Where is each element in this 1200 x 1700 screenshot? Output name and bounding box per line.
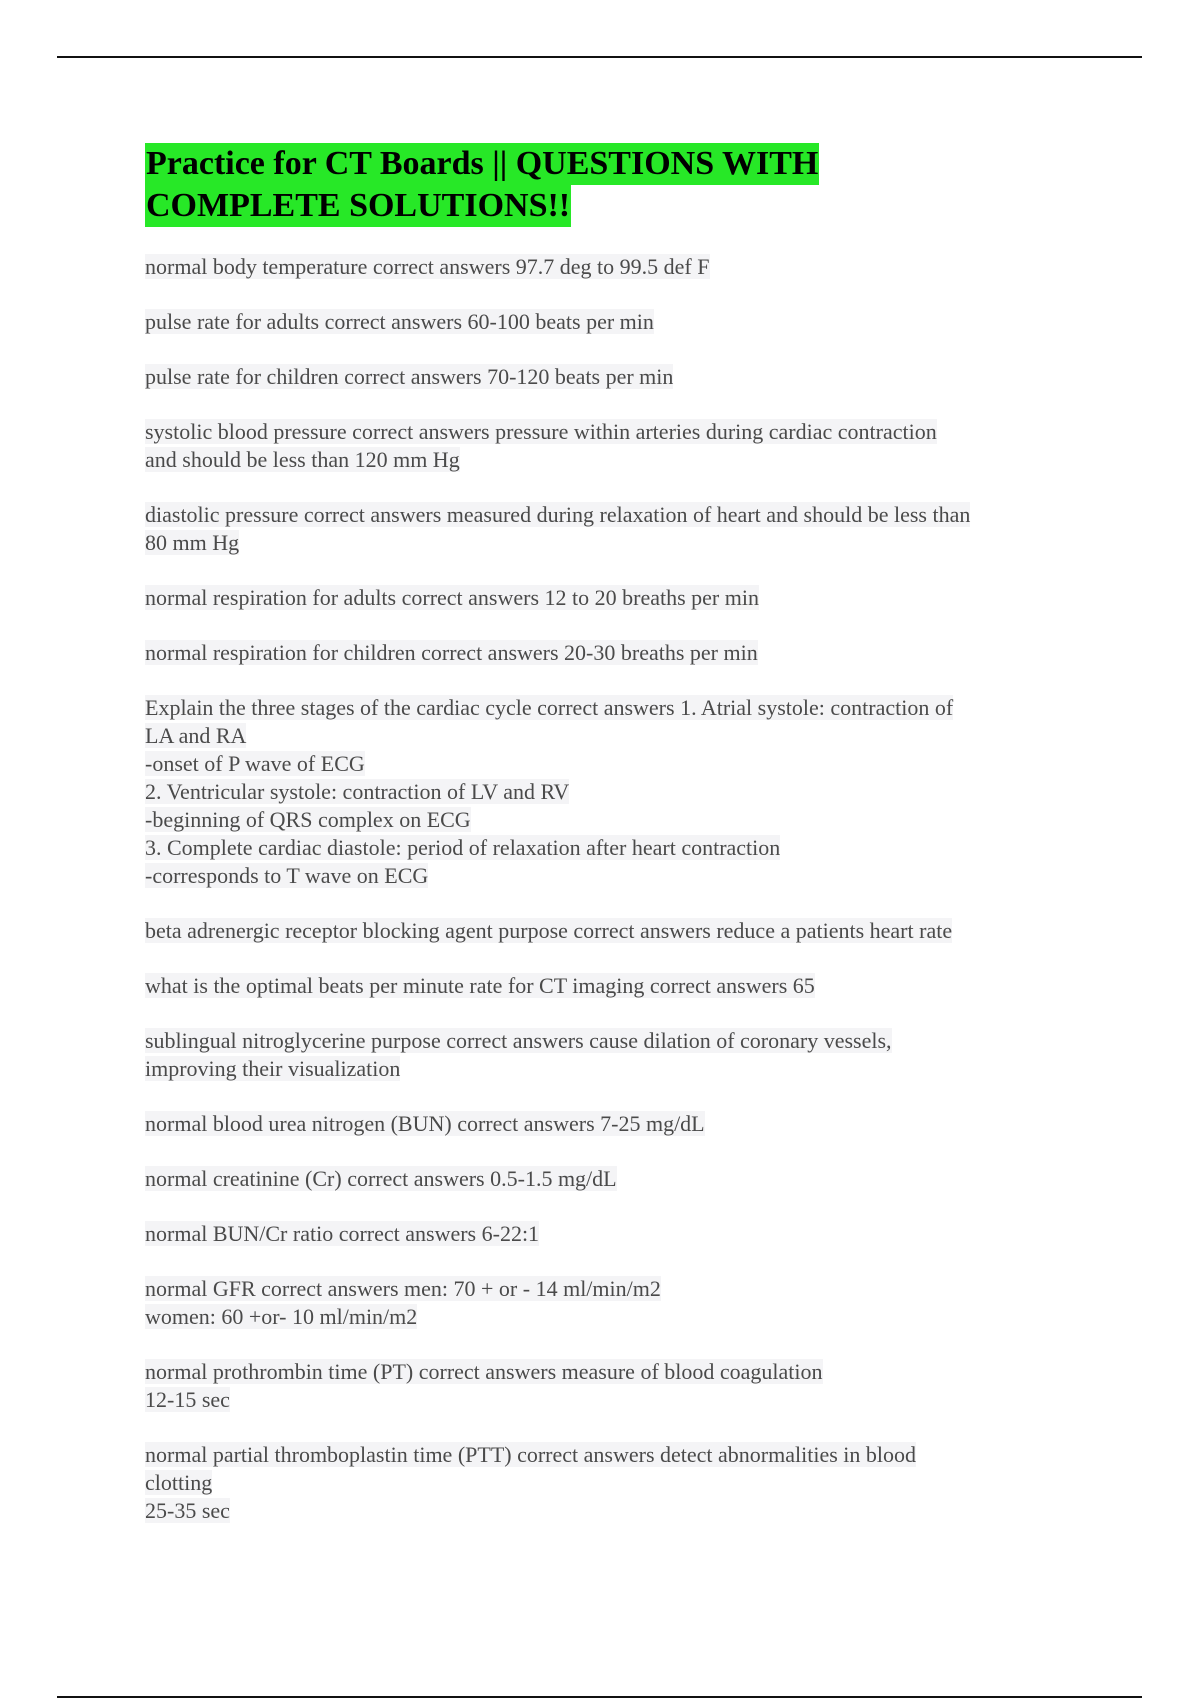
top-rule bbox=[57, 56, 1142, 58]
qa-line: normal BUN/Cr ratio correct answers 6-22:1 bbox=[145, 1221, 540, 1246]
qa-line: normal respiration for adults correct answers 12 to 20 breaths per min bbox=[145, 585, 759, 610]
qa-item bbox=[145, 418, 1075, 474]
qa-line: Explain the three stages of the cardiac cycle correct answers 1. Atrial systole: contraction of bbox=[145, 695, 954, 720]
qa-line: normal partial thromboplastin time (PTT) correct answers detect abnormalities in blood bbox=[145, 1442, 916, 1467]
qa-line: diastolic pressure correct answers measured during relaxation of heart and should be less than bbox=[145, 502, 971, 527]
qa-line: systolic blood pressure correct answers pressure within arteries during cardiac contraction bbox=[145, 419, 937, 444]
qa-line: normal respiration for children correct answers 20-30 breaths per min bbox=[145, 640, 758, 665]
document-body bbox=[145, 143, 1075, 1552]
qa-item bbox=[145, 917, 1075, 945]
qa-line: pulse rate for adults correct answers 60-100 beats per min bbox=[145, 309, 654, 334]
qa-item bbox=[145, 1027, 1075, 1083]
qa-item bbox=[145, 1110, 1075, 1138]
qa-line: normal creatinine (Cr) correct answers 0.5-1.5 mg/dL bbox=[145, 1166, 617, 1191]
qa-item bbox=[145, 639, 1075, 667]
qa-line: 12-15 sec bbox=[145, 1387, 230, 1412]
bottom-rule bbox=[57, 1696, 1142, 1698]
qa-item bbox=[145, 363, 1075, 391]
qa-item bbox=[145, 694, 1075, 890]
qa-item bbox=[145, 1358, 1075, 1414]
qa-line: 2. Ventricular systole: contraction of LV and RV bbox=[145, 779, 570, 804]
document-title-line: COMPLETE SOLUTIONS!! bbox=[145, 185, 571, 227]
qa-line: -beginning of QRS complex on ECG bbox=[145, 807, 471, 832]
qa-line: normal body temperature correct answers 97.7 deg to 99.5 def F bbox=[145, 254, 710, 279]
qa-line: 25-35 sec bbox=[145, 1498, 230, 1523]
qa-item bbox=[145, 972, 1075, 1000]
qa-list bbox=[145, 253, 1075, 1525]
qa-item bbox=[145, 1441, 1075, 1525]
qa-line: what is the optimal beats per minute rate for CT imaging correct answers 65 bbox=[145, 973, 815, 998]
qa-line: sublingual nitroglycerine purpose correct answers cause dilation of coronary vessels, bbox=[145, 1028, 892, 1053]
qa-line: beta adrenergic receptor blocking agent purpose correct answers reduce a patients heart rate bbox=[145, 918, 953, 943]
qa-line: 3. Complete cardiac diastole: period of relaxation after heart contraction bbox=[145, 835, 781, 860]
qa-line: clotting bbox=[145, 1470, 213, 1495]
qa-line: normal blood urea nitrogen (BUN) correct answers 7-25 mg/dL bbox=[145, 1111, 705, 1136]
qa-item bbox=[145, 308, 1075, 336]
document-title bbox=[145, 143, 1075, 227]
qa-item bbox=[145, 253, 1075, 281]
qa-item bbox=[145, 1165, 1075, 1193]
qa-line: -onset of P wave of ECG bbox=[145, 751, 365, 776]
qa-item bbox=[145, 584, 1075, 612]
qa-line: improving their visualization bbox=[145, 1056, 401, 1081]
qa-line: and should be less than 120 mm Hg bbox=[145, 447, 460, 472]
qa-item bbox=[145, 501, 1075, 557]
qa-line: normal prothrombin time (PT) correct answers measure of blood coagulation bbox=[145, 1359, 823, 1384]
qa-line: LA and RA bbox=[145, 723, 247, 748]
qa-line: -corresponds to T wave on ECG bbox=[145, 863, 429, 888]
qa-line: women: 60 +or- 10 ml/min/m2 bbox=[145, 1304, 418, 1329]
qa-line: normal GFR correct answers men: 70 + or - 14 ml/min/m2 bbox=[145, 1276, 661, 1301]
qa-line: 80 mm Hg bbox=[145, 530, 240, 555]
qa-item bbox=[145, 1220, 1075, 1248]
qa-item bbox=[145, 1275, 1075, 1331]
document-title-line: Practice for CT Boards || QUESTIONS WITH bbox=[145, 143, 819, 185]
qa-line: pulse rate for children correct answers 70-120 beats per min bbox=[145, 364, 674, 389]
